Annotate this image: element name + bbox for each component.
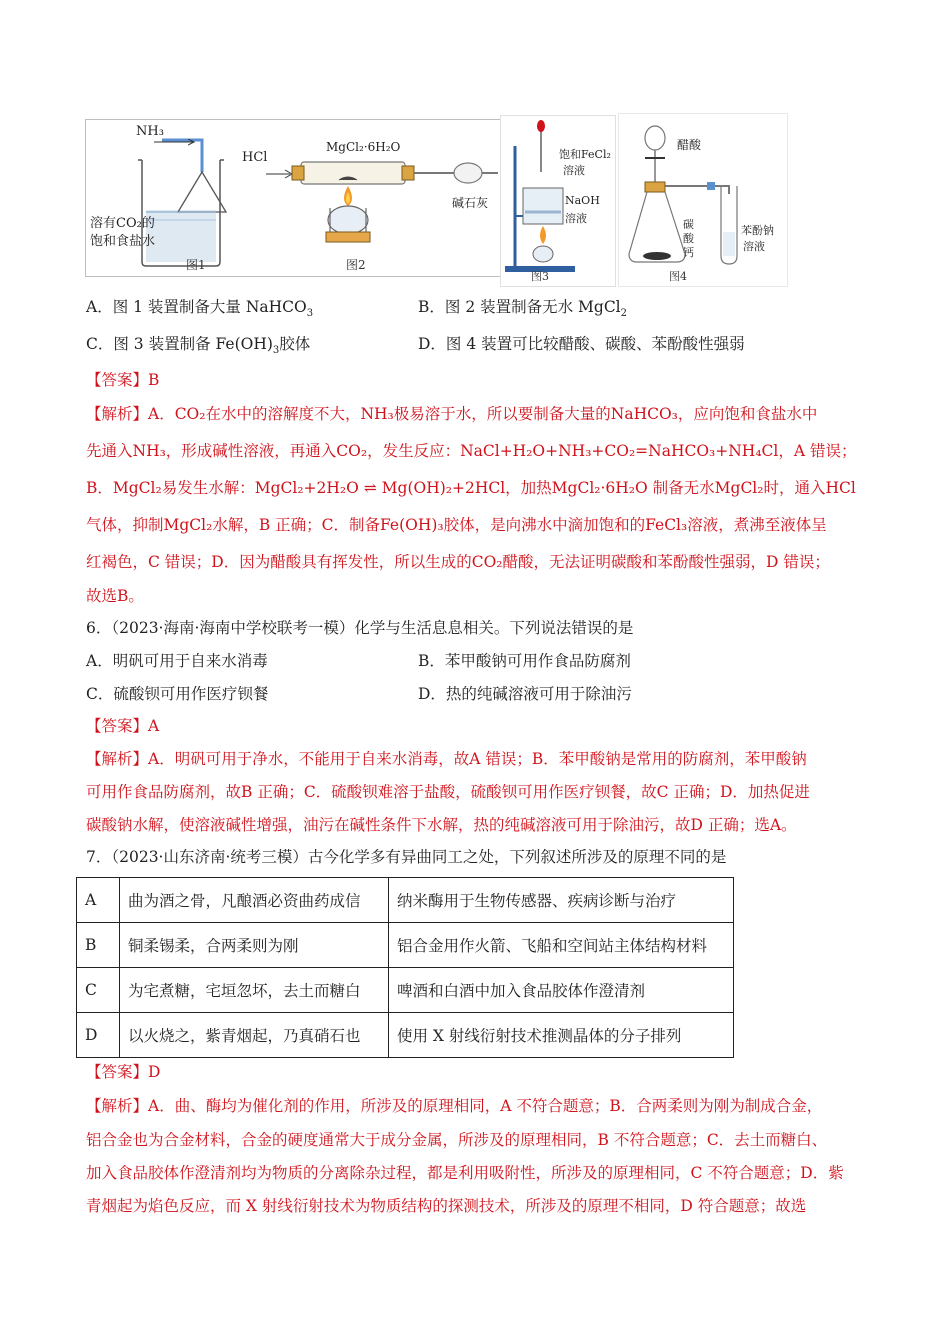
q5-answer: 【答案】B	[86, 371, 160, 389]
row-modern: 使用 X 射线衍射技术推测晶体的分子排列	[389, 1013, 734, 1058]
q5-option-d: D．图 4 装置可比较醋酸、碳酸、苯酚酸性强弱	[418, 335, 745, 353]
q6-analysis-line-3: 碳酸钠水解，使溶液碱性增强，油污在碱性条件下水解，热的纯碱溶液可用于除油污，故D 正确；选A。	[86, 816, 797, 834]
q5-option-c: C．图 3 装置制备 $Fe(OH)_3$胶体	[86, 335, 311, 356]
row-modern: 铝合金用作火箭、飞船和空间站主体结构材料	[389, 923, 734, 968]
figure-panel-1-2	[85, 119, 501, 277]
fig1-caption: 图1	[186, 258, 206, 272]
q6-option-b: B．苯甲酸钠可用作食品防腐剂	[418, 652, 631, 670]
row-ancient: 铜柔锡柔，合两柔则为刚	[120, 923, 389, 968]
table-row	[77, 968, 734, 1013]
q6-analysis-line-2: 可用作食品防腐剂，故B 正确；C．硫酸钡难溶于盐酸，硫酸钡可用作医疗钡餐，故C 正确；D．加热促进	[86, 783, 810, 801]
q5-analysis-line-2: 先通入NH₃，形成碱性溶液，再通入CO₂，发生反应：NaCl+H₂O+NH₃+CO₂=NaHCO₃+NH₄Cl，A 错误；	[86, 442, 857, 460]
figure-panel-4	[618, 113, 788, 287]
q7-options-table	[76, 877, 734, 1058]
q5-analysis-line-3: B．MgCl₂易发生水解：MgCl₂+2H₂O ⇌ Mg(OH)₂+2HCl，加热MgCl₂·6H₂O 制备无水MgCl₂时，通入HCl	[86, 479, 856, 497]
fig4-funnel-label: 醋酸	[677, 138, 702, 152]
row-ancient: 以火烧之，紫青烟起，乃真硝石也	[120, 1013, 389, 1058]
row-ancient: 曲为酒之骨，凡酿酒必资曲药成信	[120, 878, 389, 923]
q5-analysis-line-4: 气体，抑制MgCl₂水解，B 正确；C．制备Fe(OH)₃胶体，是向沸水中滴加饱和的FeCl₃溶液，煮沸至液体呈	[86, 516, 827, 534]
table-row	[77, 923, 734, 968]
fig2-reagent-label: MgCl₂·6H₂O	[326, 140, 401, 154]
fig2-caption: 图2	[346, 258, 366, 272]
q6-stem: 6．（2023·海南·海南中学校联考一模）化学与生活息息相关。下列说法错误的是	[86, 619, 634, 637]
apparatus-diagram-1-2	[86, 120, 500, 276]
fig3-solution-label-1: NaOH	[565, 194, 600, 207]
fig4-flask-label-1: 碳	[683, 218, 694, 231]
fig4-tube-label-2: 溶液	[743, 240, 765, 253]
q5-analysis-line-5: 红褐色，C 错误；D．因为醋酸具有挥发性，所以生成的CO₂醋酸，无法证明碳酸和苯酚酸性强弱，D 错误；	[86, 553, 830, 571]
row-key: C	[77, 968, 120, 1013]
q7-analysis-line-1: 【解析】A．曲、酶均为催化剂的作用，所涉及的原理相同，A 不符合题意；B．合两柔则为刚为制成合金，	[86, 1097, 823, 1115]
fig3-caption: 图3	[531, 270, 549, 283]
fig2-gas-label: HCl	[242, 150, 268, 165]
q7-analysis-line-4: 青烟起为焰色反应，而 X 射线衍射技术为物质结构的探测技术，所涉及的原理不相同，D 符合题意；故选	[86, 1197, 807, 1215]
fig3-reagent-label-2: 溶液	[563, 164, 585, 177]
fig3-reagent-label-1: 饱和FeCl₂	[559, 148, 611, 161]
q7-analysis-line-2: 铝合金也为合金材料，合金的硬度通常大于成分金属，所涉及的原理相同，B 不符合题意；C．去土而糖白、	[86, 1131, 828, 1149]
q6-answer: 【答案】A	[86, 717, 160, 735]
q5-analysis-line-6: 故选B。	[86, 587, 144, 605]
row-ancient: 为宅煮糖，宅垣忽坏，去土而糖白	[120, 968, 389, 1013]
q5-option-a: A．图 1 装置制备大量 NaHCO$_3$	[86, 298, 314, 319]
apparatus-diagram-4	[619, 114, 787, 286]
fig2-trap-label: 碱石灰	[452, 196, 489, 210]
q6-option-a: A．明矾可用于自来水消毒	[86, 652, 268, 670]
row-key: B	[77, 923, 120, 968]
row-key: D	[77, 1013, 120, 1058]
q5-analysis-line-1: 【解析】A．CO₂在水中的溶解度不大，NH₃极易溶于水，所以要制备大量的NaHCO₃，应向饱和食盐水中	[86, 405, 818, 423]
row-modern: 啤酒和白酒中加入食品胶体作澄清剂	[389, 968, 734, 1013]
fig1-liquid-label-2: 饱和食盐水	[90, 234, 156, 249]
q5-option-b: B．图 2 装置制备无水 MgCl$_2$	[418, 298, 628, 319]
figure-panel-3	[500, 115, 616, 287]
fig4-flask-label-2: 酸	[683, 232, 694, 245]
q7-answer: 【答案】D	[86, 1063, 161, 1081]
fig4-flask-label-3: 钙	[683, 246, 694, 259]
row-key: A	[77, 878, 120, 923]
fig4-caption: 图4	[669, 270, 687, 283]
fig1-gas-label: NH₃	[136, 124, 164, 139]
fig1-liquid-label-1: 溶有CO₂的	[90, 216, 155, 231]
q7-stem: 7．（2023·山东济南·统考三模）古今化学多有异曲同工之处，下列叙述所涉及的原理不同的是	[86, 848, 727, 866]
q7-analysis-line-3: 加入食品胶体作澄清剂均为物质的分离除杂过程，都是利用吸附性，所涉及的原理相同，C 不符合题意；D．紫	[86, 1164, 844, 1182]
q6-analysis-line-1: 【解析】A．明矾可用于净水，不能用于自来水消毒，故A 错误；B．苯甲酸钠是常用的防腐剂，苯甲酸钠	[86, 750, 807, 768]
fig3-solution-label-2: 溶液	[565, 212, 587, 225]
q6-option-c: C．硫酸钡可用作医疗钡餐	[86, 685, 269, 703]
table-row	[77, 1013, 734, 1058]
row-modern: 纳米酶用于生物传感器、疾病诊断与治疗	[389, 878, 734, 923]
fig4-tube-label-1: 苯酚钠	[741, 224, 774, 237]
table-row	[77, 878, 734, 923]
q6-option-d: D．热的纯碱溶液可用于除油污	[418, 685, 632, 703]
